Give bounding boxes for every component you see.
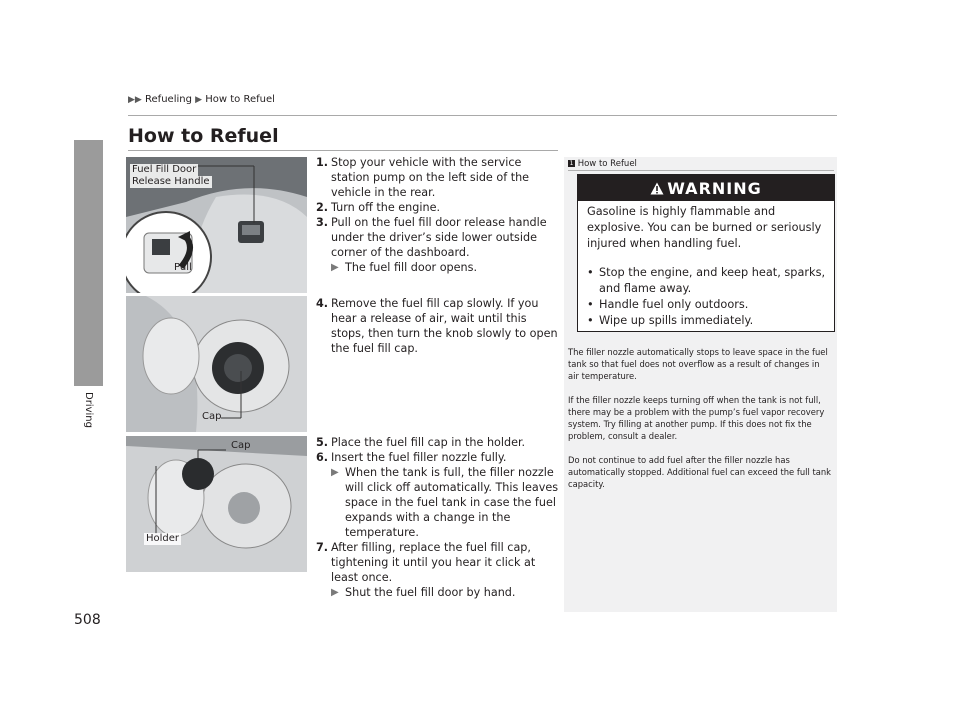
steps-group-2 bbox=[316, 296, 560, 356]
step-1: 1. Stop your vehicle with the service station pump on the left side of the vehicle in the rear. bbox=[316, 156, 530, 199]
step-2: 2. Turn off the engine. bbox=[316, 201, 441, 214]
chapter-tab bbox=[74, 140, 103, 386]
callout-cap: Cap bbox=[202, 411, 222, 422]
header-divider bbox=[128, 115, 837, 116]
result-arrow-icon: ▶ bbox=[331, 587, 339, 598]
note-heading-divider bbox=[568, 170, 834, 171]
title-divider bbox=[128, 150, 558, 151]
breadcrumb bbox=[128, 94, 275, 105]
note-paragraph: Do not continue to add fuel after the filler nozzle has automatically stopped. Additional fuel can exceed the full tank capacity. bbox=[568, 455, 832, 489]
cap-holder-illustration bbox=[126, 436, 307, 572]
callout-holder: Holder bbox=[146, 533, 180, 544]
warning-label: WARNING bbox=[667, 178, 762, 198]
fuel-cap-illustration bbox=[126, 296, 307, 432]
warning-item: • Wipe up spills immediately. bbox=[587, 314, 754, 327]
note-paragraph: The filler nozzle automatically stops to leave space in the fuel tank so that fuel does not overflow as a result of changes in air temperature. bbox=[568, 347, 828, 381]
warning-triangle-icon bbox=[650, 182, 664, 195]
note-heading: 1 How to Refuel bbox=[569, 159, 637, 169]
breadcrumb-arrow-icon: ▶▶ bbox=[128, 95, 142, 105]
step-7-result: ▶ Shut the fuel fill door by hand. bbox=[331, 586, 516, 599]
step-6-result: ▶ When the tank is full, the filler nozzle will click off automatically. This leaves space in the fuel tank in case the fuel expands with a change in the temperature. bbox=[331, 466, 559, 539]
note-body bbox=[568, 346, 832, 502]
callout-fuel-fill-door: Fuel Fill Door bbox=[132, 164, 197, 175]
callout-pull: Pull bbox=[174, 262, 192, 273]
warning-item: • Stop the engine, and keep heat, sparks, and flame away. bbox=[587, 266, 826, 295]
page-title: How to Refuel bbox=[128, 125, 279, 147]
warning-item: • Handle fuel only outdoors. bbox=[587, 298, 749, 311]
warning-list bbox=[587, 265, 833, 329]
callout-release-handle: Release Handle bbox=[132, 176, 210, 187]
note-ref-icon: 1 bbox=[569, 160, 574, 167]
chapter-label: Driving bbox=[83, 392, 94, 428]
step-5: 5. Place the fuel fill cap in the holder. bbox=[316, 436, 526, 449]
breadcrumb-item-how-to-refuel[interactable]: How to Refuel bbox=[205, 94, 275, 105]
step-3-result: ▶ The fuel fill door opens. bbox=[331, 261, 478, 274]
result-arrow-icon: ▶ bbox=[331, 262, 339, 273]
page-number: 508 bbox=[74, 612, 101, 628]
warning-text: Gasoline is highly flammable and explosive. You can be burned or seriously injured when handling fuel. bbox=[587, 205, 822, 250]
breadcrumb-arrow-icon: ▶ bbox=[195, 95, 203, 105]
steps-group-1 bbox=[316, 155, 560, 275]
callout-cap: Cap bbox=[231, 440, 251, 451]
warning-banner bbox=[578, 175, 834, 201]
steps-group-3 bbox=[316, 435, 560, 600]
step-6: 6. Insert the fuel filler nozzle fully. bbox=[316, 451, 507, 464]
note-paragraph: If the filler nozzle keeps turning off when the tank is not full, there may be a problem with the pump’s fuel vapor recovery system. Try filling at another pump. If this does not fix the problem, consult a dealer. bbox=[568, 395, 825, 441]
result-arrow-icon: ▶ bbox=[331, 467, 339, 478]
release-handle-illustration bbox=[126, 157, 307, 293]
step-3: 3. Pull on the fuel fill door release handle under the driver’s side lower outside corner of the dashboard. bbox=[316, 216, 547, 259]
step-4: 4. Remove the fuel fill cap slowly. If you hear a release of air, wait until this stops, then turn the knob slowly to open the fuel fill cap. bbox=[316, 297, 558, 355]
breadcrumb-item-refueling[interactable]: Refueling bbox=[145, 94, 192, 105]
step-7: 7. After filling, replace the fuel fill cap, tightening it until you hear it click at least once. bbox=[316, 541, 536, 584]
